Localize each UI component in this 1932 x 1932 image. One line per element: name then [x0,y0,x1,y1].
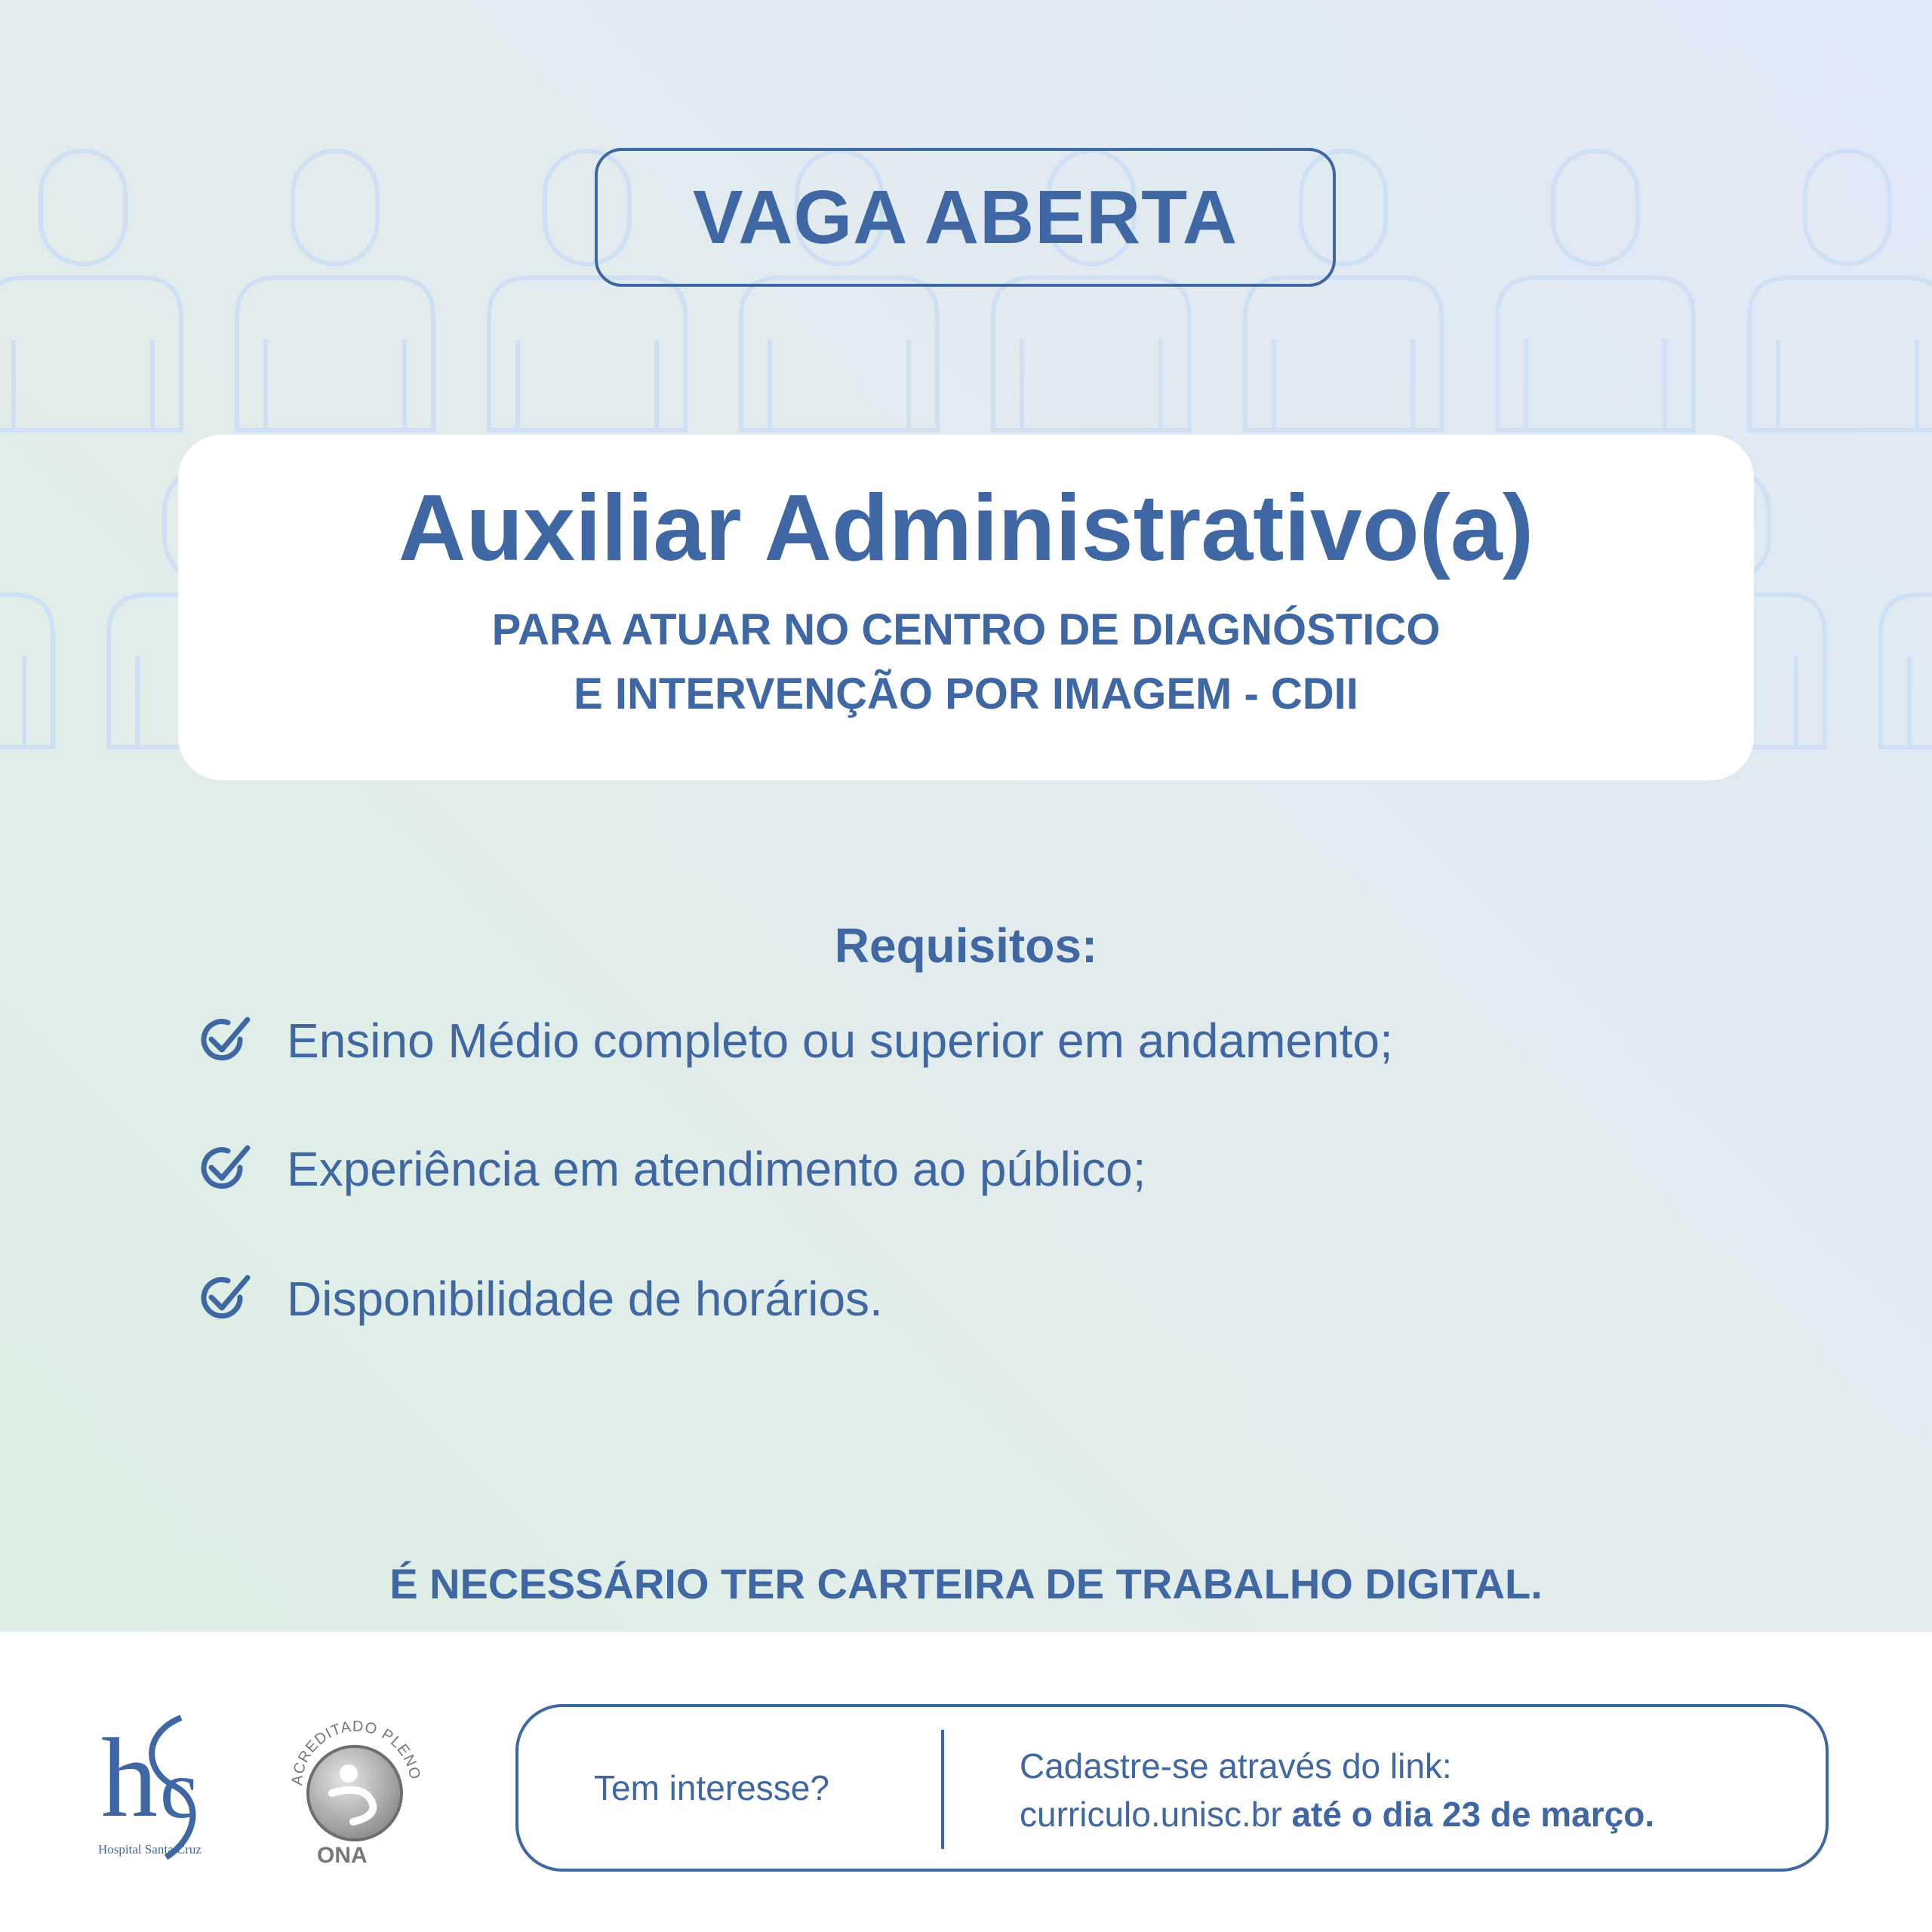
requirement-text: Experiência em atendimento ao público; [287,1142,1146,1196]
job-subtitle-line1: PARA ATUAR NO CENTRO DE DIAGNÓSTICO [491,605,1441,654]
check-circle-icon [198,1012,255,1069]
svg-text:c: c [160,1743,197,1835]
cta-link[interactable]: curriculo.unisc.br [1020,1795,1282,1834]
svg-text:Hospital Santa Cruz: Hospital Santa Cruz [98,1842,202,1857]
check-circle-icon [198,1270,255,1327]
cta-text [1020,1742,1654,1838]
cta-line1: Cadastre-se através do link: [1020,1746,1452,1786]
check-circle-icon [198,1140,255,1198]
requirements-title: Requisitos: [834,918,1098,973]
requirement-text: Disponibilidade de horários. [287,1272,883,1326]
cta-deadline: até o dia 23 de março. [1291,1795,1655,1834]
ona-accreditation-seal [279,1703,430,1869]
requirement-item [198,1007,1393,1075]
svg-text:h: h [101,1715,158,1841]
notice-text: É NECESSÁRIO TER CARTEIRA DE TRABALHO DIGITAL. [389,1560,1543,1607]
requirement-text: Ensino Médio completo ou superior em andamento; [287,1014,1393,1068]
vaga-aberta-badge [595,148,1336,287]
contact-box [515,1704,1829,1872]
requirement-item [198,1135,1146,1203]
contact-divider [941,1730,944,1849]
hsc-logo [91,1703,257,1869]
badge-label: VAGA ABERTA [692,174,1238,260]
requirement-item [198,1265,883,1333]
interest-question: Tem interesse? [594,1768,829,1807]
job-subtitle-line2: E INTERVENÇÃO POR IMAGEM - CDII [574,669,1358,718]
cta-line2 [1020,1790,1654,1838]
svg-text:ONA: ONA [317,1843,368,1868]
svg-text:ACREDITADO PLENO: ACREDITADO PLENO [288,1718,423,1786]
job-title: Auxiliar Administrativo(a) [398,476,1534,580]
